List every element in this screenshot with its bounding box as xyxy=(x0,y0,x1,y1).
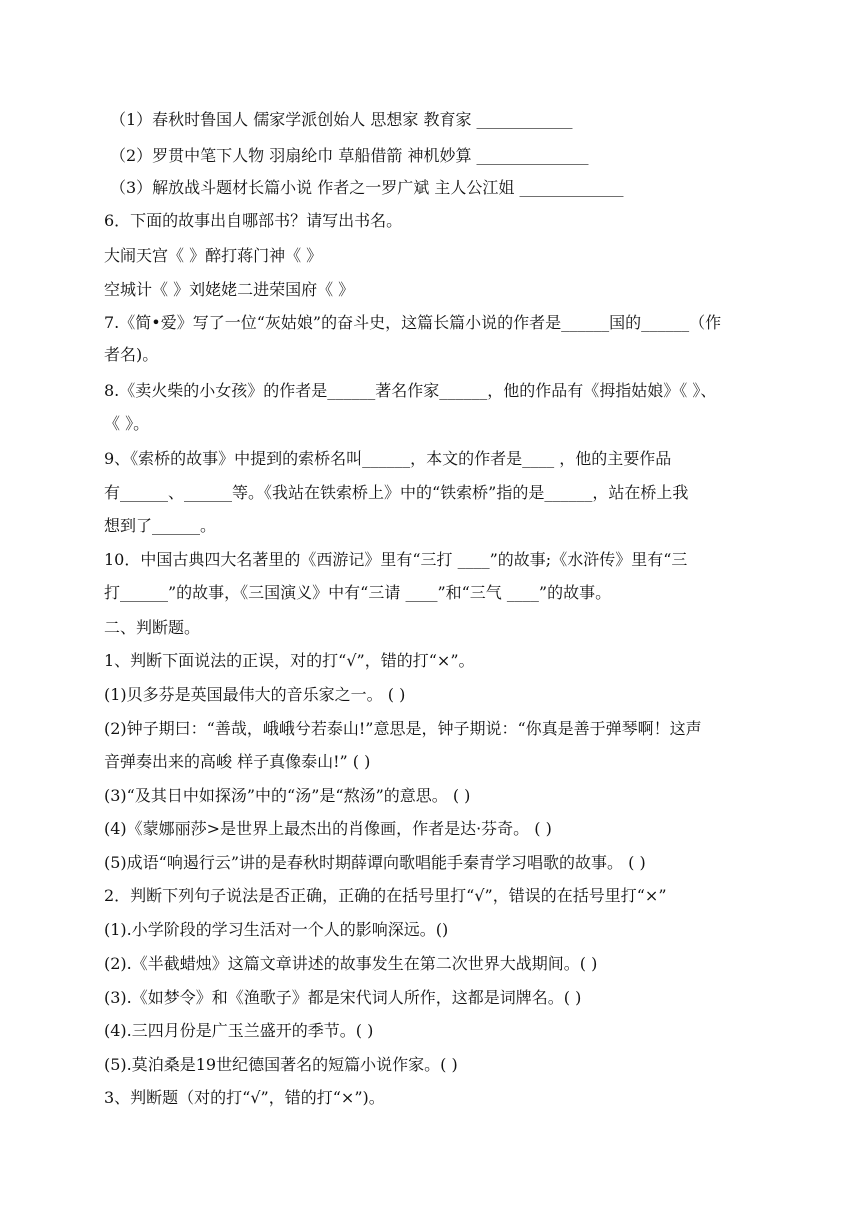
question-line: 7.《简•爱》写了一位“灰姑娘”的奋斗史，这篇长篇小说的作者是______国的______（作 xyxy=(104,313,722,332)
judgment-item: (5).莫泊桑是19世纪德国著名的短篇小说作家。( ) xyxy=(104,1055,458,1074)
judgment-item: 音弹奏出来的高峻 样子真像泰山!” ( ) xyxy=(104,752,371,771)
question-line: 《 》。 xyxy=(104,414,150,433)
question-line: 空城计《 》刘姥姥二进荣国府《 》 xyxy=(104,280,355,299)
judgment-item: (1)贝多芬是英国最伟大的音乐家之一。 ( ) xyxy=(104,685,406,704)
question-line: 有______、______等。《我站在铁索桥上》中的“铁索桥”指的是______，站在桥上我 xyxy=(104,483,689,502)
question-line: （1）春秋时鲁国人 儒家学派创始人 思想家 教育家 ____________ xyxy=(110,110,573,129)
question-heading: 1、判断下面说法的正误，对的打“√”，错的打“×”。 xyxy=(104,651,475,670)
question-line: 打______”的故事，《三国演义》中有“三请 ____”和“三气 ____”的故事。 xyxy=(104,583,612,602)
judgment-item: (3).《如梦令》和《渔歌子》都是宋代词人所作，这都是词牌名。( ) xyxy=(104,988,582,1007)
question-heading: 3、判断题（对的打“√”，错的打“×”)。 xyxy=(104,1088,385,1107)
judgment-item: (1).小学阶段的学习生活对一个人的影响深远。() xyxy=(104,920,449,939)
judgment-item: (2)钟子期曰：“善哉，峨峨兮若泰山!”意思是，钟子期说：“你真是善于弹琴啊！这声 xyxy=(104,719,702,738)
question-heading: 6．下面的故事出自哪部书？请写出书名。 xyxy=(104,211,403,230)
question-heading: 2．判断下列句子说法是否正确，正确的在括号里打“√”，错误的在括号里打“×” xyxy=(104,886,667,905)
question-line: 大闹天宫《 》醉打蒋门神《 》 xyxy=(104,246,323,265)
judgment-item: (2).《半截蜡烛》这篇文章讲述的故事发生在第二次世界大战期间。( ) xyxy=(104,954,598,973)
question-line: 8.《卖火柴的小女孩》的作者是______著名作家______，他的作品有《拇指姑娘》《 》、 xyxy=(104,381,717,400)
question-line: （3）解放战斗题材长篇小说 作者之一罗广斌 主人公江姐 _____________ xyxy=(110,178,624,197)
judgment-item: (4)《蒙娜丽莎>是世界上最杰出的肖像画，作者是达·芬奇。 ( ) xyxy=(104,819,552,838)
question-line: 者名)。 xyxy=(104,345,159,364)
question-line: 10．中国古典四大名著里的《西游记》里有“三打 ____”的故事;《水浒传》里有“三 xyxy=(104,550,688,569)
question-line: 9、《索桥的故事》中提到的索桥名叫______，本文的作者是____ ，他的主要作品 xyxy=(104,449,672,468)
judgment-item: (5)成语“响遏行云”讲的是春秋时期薛谭向歌唱能手秦青学习唱歌的故事。 ( ) xyxy=(104,853,646,872)
question-line: 想到了______。 xyxy=(104,516,217,535)
question-line: （2）罗贯中笔下人物 羽扇纶巾 草船借箭 神机妙算 ______________ xyxy=(110,146,589,165)
judgment-item: (3)“及其日中如探汤”中的“汤”是“熬汤”的意思。 ( ) xyxy=(104,786,471,805)
judgment-item: (4).三四月份是广玉兰盛开的季节。( ) xyxy=(104,1021,374,1040)
section-heading: 二、判断题。 xyxy=(104,618,201,637)
